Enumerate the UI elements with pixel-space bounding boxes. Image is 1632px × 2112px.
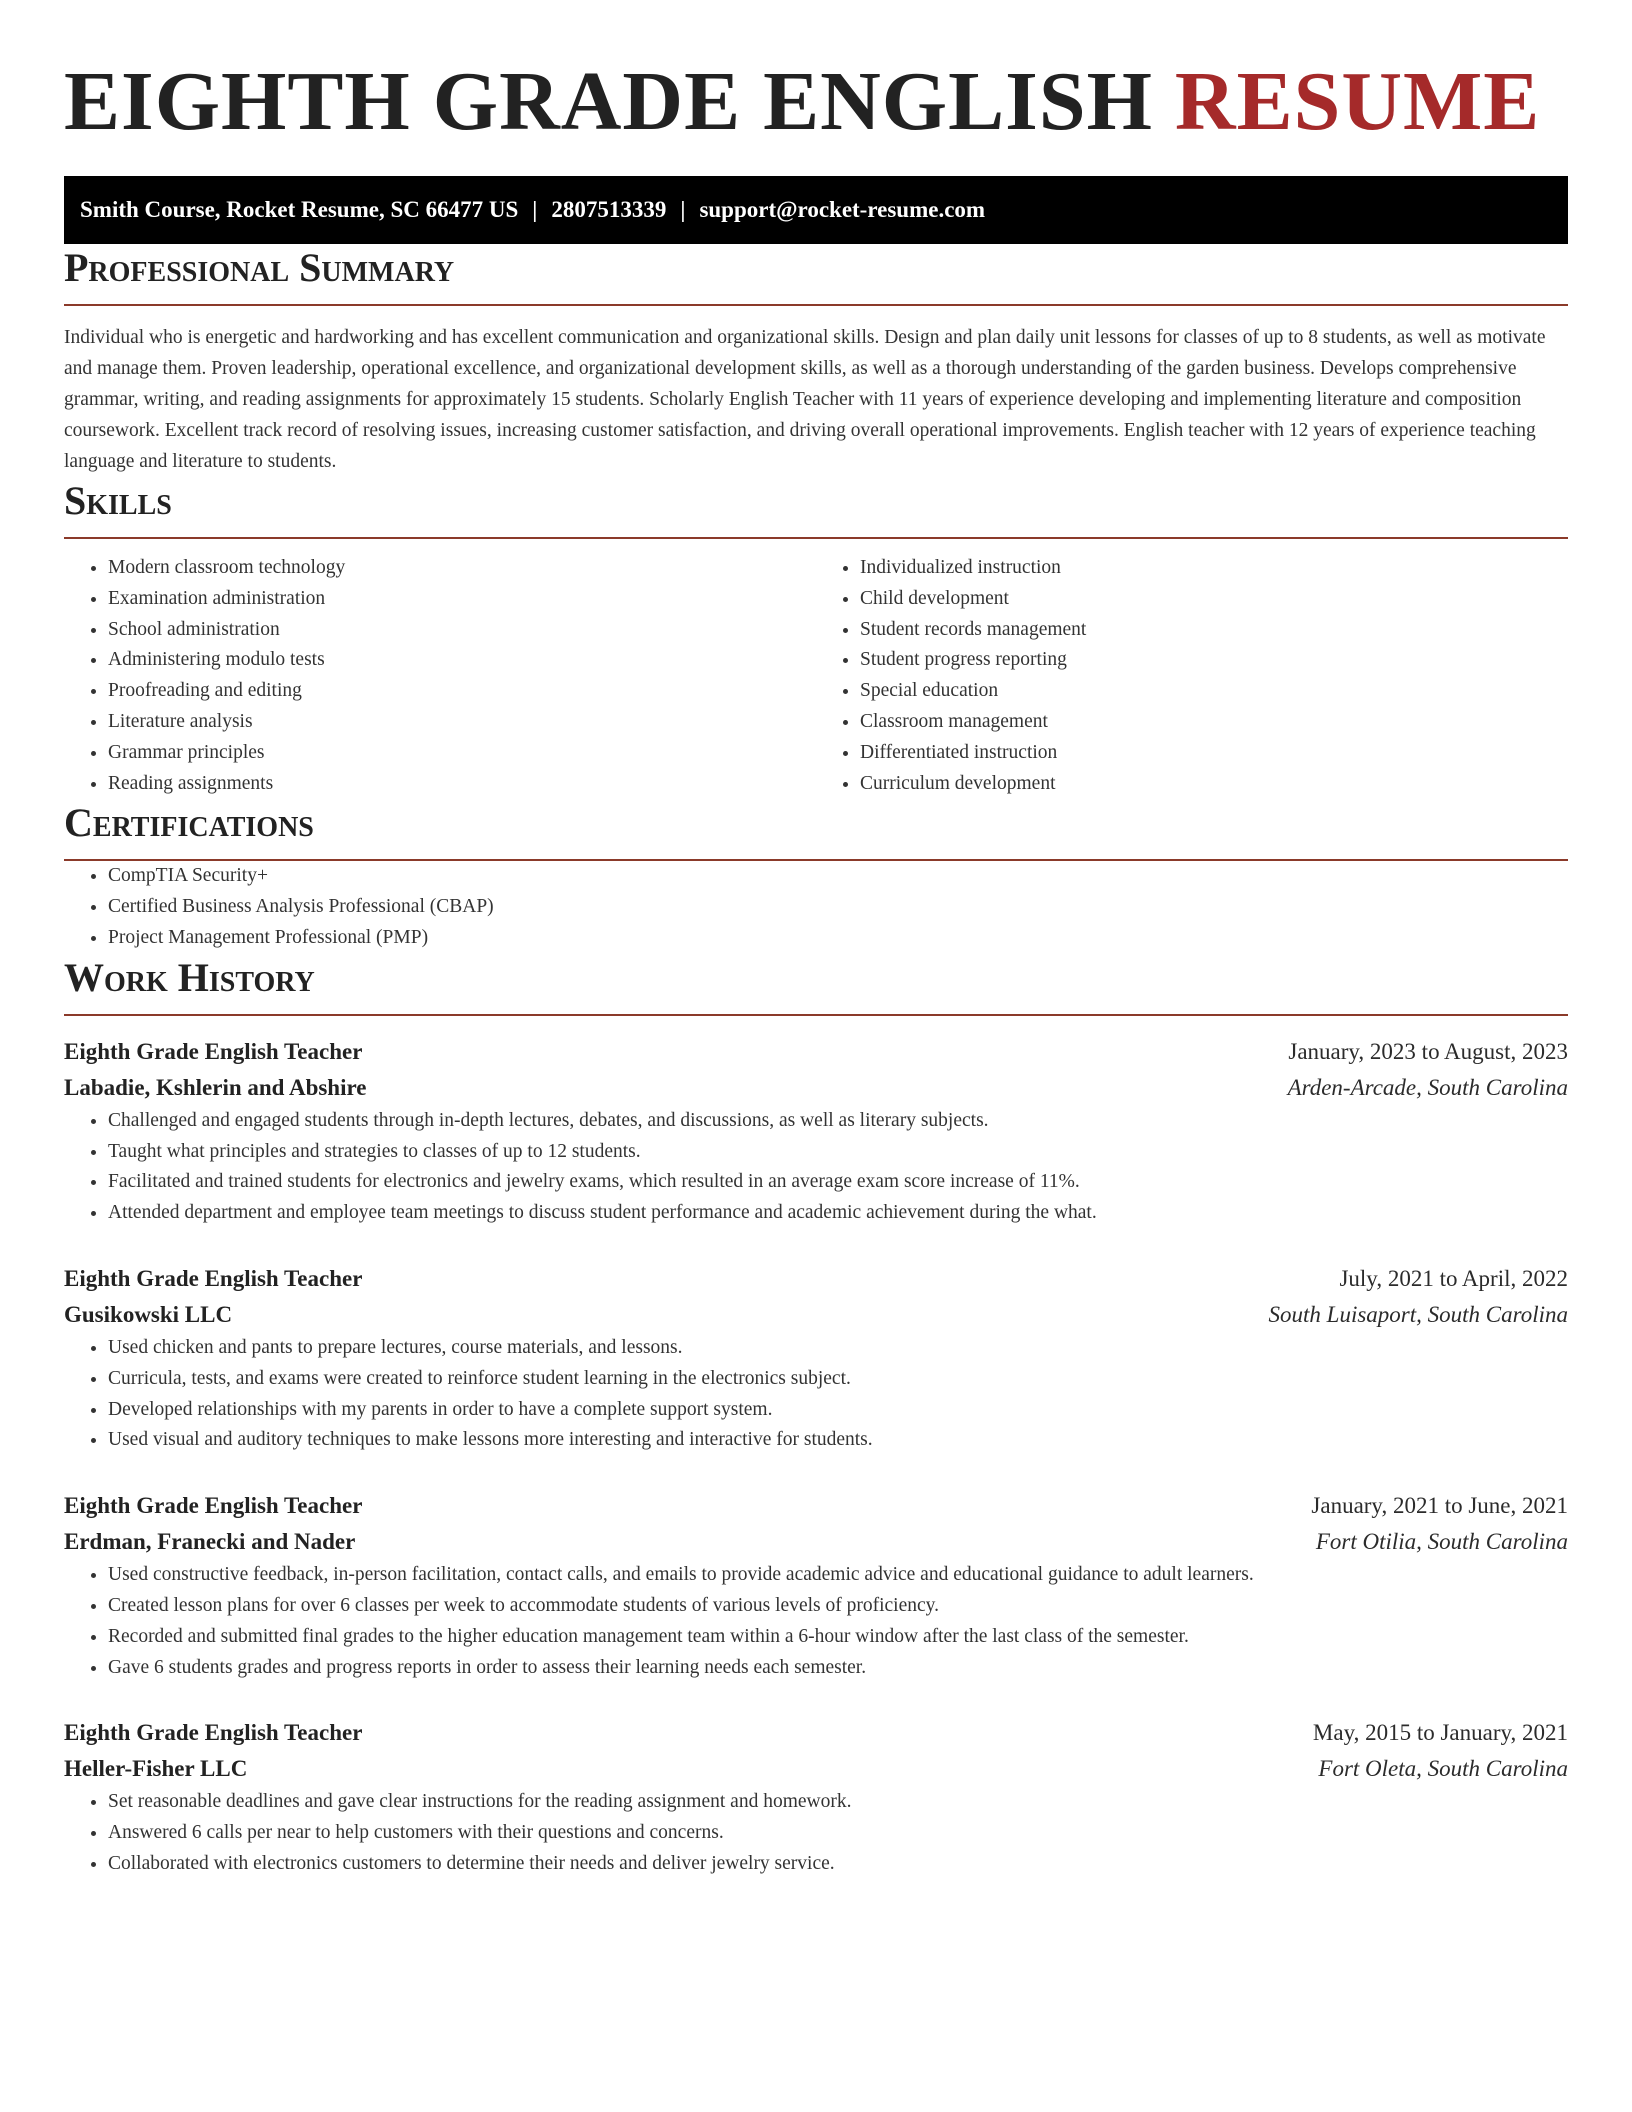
- skill-item: • Curriculum development: [860, 769, 1568, 800]
- job-duty: • Collaborated with electronics customers to determine their needs and deliver jewelry service.: [108, 1849, 1568, 1880]
- job-duty: • Challenged and engaged students through in-depth lectures, debates, and discussions, as well as literary subjects.: [108, 1106, 1568, 1137]
- job-company: Gusikowski LLC: [64, 1301, 233, 1327]
- certifications-section: [64, 799, 1568, 953]
- skill-item: • Proofreading and editing: [108, 676, 816, 707]
- contact-bar: [64, 176, 1568, 244]
- title-main: EIGHTH GRADE ENGLISH: [64, 55, 1153, 148]
- job-duty: • Answered 6 calls per near to help customers with their questions and concerns.: [108, 1818, 1568, 1849]
- job-duty: • Set reasonable deadlines and gave clear instructions for the reading assignment and homework.: [108, 1787, 1568, 1818]
- job-header-row: [64, 1488, 1568, 1524]
- job-duties: [64, 1787, 1568, 1879]
- skill-item: • Administering modulo tests: [108, 645, 816, 676]
- skills-section: [64, 477, 1568, 799]
- skills-list-left: [64, 553, 816, 799]
- job-duty: • Attended department and employee team meetings to discuss student performance and academic achievement during the what.: [108, 1198, 1568, 1229]
- job-entry: [64, 1715, 1568, 1879]
- certifications-list: [64, 861, 1568, 953]
- contact-address: Smith Course, Rocket Resume, SC 66477 US: [80, 197, 519, 222]
- job-title: Eighth Grade English Teacher: [64, 1038, 363, 1064]
- job-company: Labadie, Kshlerin and Abshire: [64, 1074, 367, 1100]
- job-duties: [64, 1106, 1568, 1229]
- job-duty: • Facilitated and trained students for electronics and jewelry exams, which resulted in an average exam score increase of 11%.: [108, 1167, 1568, 1198]
- skills-list-right: [816, 553, 1568, 799]
- job-duty: • Gave 6 students grades and progress reports in order to assess their learning needs each semester.: [108, 1653, 1568, 1684]
- job-header-row: [64, 1715, 1568, 1751]
- job-company-row: [64, 1297, 1568, 1333]
- job-dates: January, 2021 to June, 2021: [1311, 1493, 1568, 1519]
- skill-item: • Modern classroom technology: [108, 553, 816, 584]
- job-header-row: [64, 1261, 1568, 1297]
- job-title: Eighth Grade English Teacher: [64, 1265, 363, 1291]
- job-title: Eighth Grade English Teacher: [64, 1720, 363, 1746]
- job-entry: [64, 1034, 1568, 1229]
- summary-section: [64, 244, 1568, 477]
- contact-separator: |: [532, 197, 538, 222]
- skill-item: • Grammar principles: [108, 738, 816, 769]
- job-duties: [64, 1333, 1568, 1456]
- job-duty: • Taught what principles and strategies to classes of up to 12 students.: [108, 1137, 1568, 1168]
- resume-page: [64, 0, 1568, 1880]
- job-company-row: [64, 1524, 1568, 1560]
- job-header-row: [64, 1034, 1568, 1070]
- contact-separator: |: [680, 197, 686, 222]
- job-company-row: [64, 1751, 1568, 1787]
- skill-item: • Differentiated instruction: [860, 738, 1568, 769]
- skill-item: • Literature analysis: [108, 707, 816, 738]
- job-dates: July, 2021 to April, 2022: [1339, 1265, 1568, 1291]
- resume-title: [64, 52, 1568, 152]
- skill-item: • School administration: [108, 615, 816, 646]
- contact-email[interactable]: support@rocket-resume.com: [699, 197, 986, 222]
- skills-grid: [64, 553, 1568, 799]
- skill-item: • Student progress reporting: [860, 645, 1568, 676]
- work-history-section: [64, 954, 1568, 1880]
- job-location: Fort Otilia, South Carolina: [1315, 1529, 1568, 1555]
- job-duty: • Created lesson plans for over 6 classes per week to accommodate students of various levels of proficiency.: [108, 1591, 1568, 1622]
- skill-item: • Special education: [860, 676, 1568, 707]
- certification-item: • Certified Business Analysis Professional (CBAP): [108, 892, 1568, 923]
- skills-heading: Skills: [64, 477, 1568, 539]
- job-duty: • Recorded and submitted final grades to the higher education management team within a 6-hour window after the last class of the semester.: [108, 1622, 1568, 1653]
- job-entry: [64, 1261, 1568, 1456]
- job-company: Erdman, Franecki and Nader: [64, 1529, 356, 1555]
- skill-item: • Individualized instruction: [860, 553, 1568, 584]
- summary-text: Individual who is energetic and hardworking and has excellent communication and organizational skills. Design and plan daily unit lessons for classes of up to 8 students, as well as motivate and manage them. Proven leadership, operational excellence, and organizational development skills, as well as a thorough understanding of the garden business. Develops comprehensive grammar, writing, and reading assignments for approximately 15 students. Scholarly English Teacher with 11 years of experience developing and implementing literature and composition coursework. Excellent track record of resolving issues, increasing customer satisfaction, and driving overall operational improvements. English teacher with 12 years of experience teaching language and literature to students.: [64, 327, 1546, 472]
- certification-item: • CompTIA Security+: [108, 861, 1568, 892]
- job-company: Heller-Fisher LLC: [64, 1756, 248, 1782]
- job-title: Eighth Grade English Teacher: [64, 1493, 363, 1519]
- job-company-row: [64, 1070, 1568, 1106]
- skill-item: • Child development: [860, 584, 1568, 615]
- job-duty: • Developed relationships with my parents in order to have a complete support system.: [108, 1395, 1568, 1426]
- job-entry: [64, 1488, 1568, 1683]
- certifications-heading: Certifications: [64, 799, 1568, 861]
- work-history-heading: Work History: [64, 954, 1568, 1016]
- job-dates: May, 2015 to January, 2021: [1312, 1720, 1568, 1746]
- summary-heading: Professional Summary: [64, 244, 1568, 306]
- job-duties: [64, 1560, 1568, 1683]
- job-location: Fort Oleta, South Carolina: [1318, 1756, 1568, 1782]
- job-dates: January, 2023 to August, 2023: [1288, 1038, 1568, 1064]
- title-accent: RESUME: [1174, 55, 1541, 148]
- skill-item: • Classroom management: [860, 707, 1568, 738]
- job-location: South Luisaport, South Carolina: [1268, 1301, 1568, 1327]
- job-duty: • Curricula, tests, and exams were created to reinforce student learning in the electronics subject.: [108, 1364, 1568, 1395]
- job-duty: • Used visual and auditory techniques to make lessons more interesting and interactive for students.: [108, 1425, 1568, 1456]
- contact-phone: 2807513339: [551, 197, 667, 222]
- job-duty: • Used chicken and pants to prepare lectures, course materials, and lessons.: [108, 1333, 1568, 1364]
- job-duty: • Used constructive feedback, in-person facilitation, contact calls, and emails to provide academic advice and educational guidance to adult learners.: [108, 1560, 1568, 1591]
- skill-item: • Reading assignments: [108, 769, 816, 800]
- skill-item: • Student records management: [860, 615, 1568, 646]
- skill-item: • Examination administration: [108, 584, 816, 615]
- certification-item: • Project Management Professional (PMP): [108, 923, 1568, 954]
- job-location: Arden-Arcade, South Carolina: [1287, 1074, 1568, 1100]
